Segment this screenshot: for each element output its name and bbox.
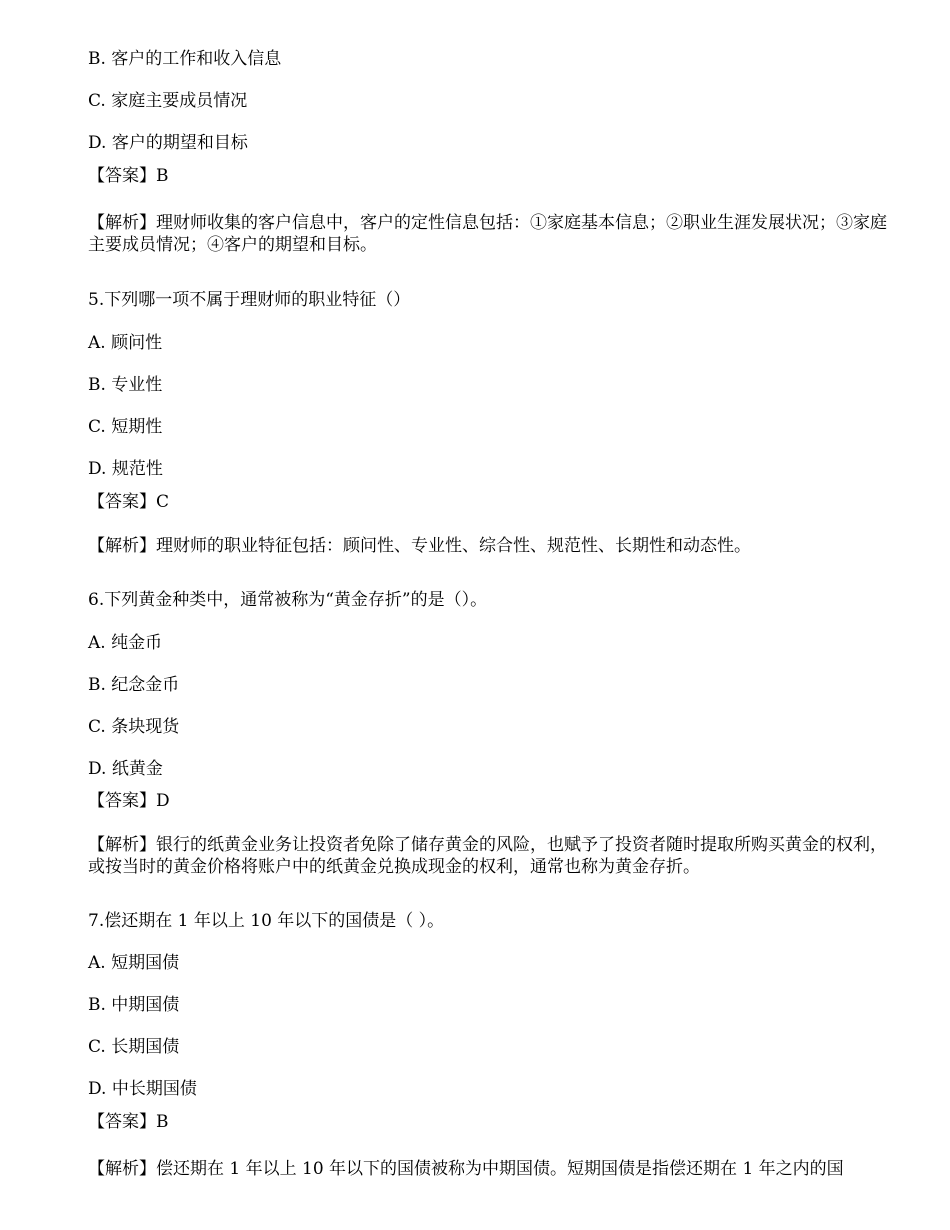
q7-option-d: D. 中长期国债 <box>88 1079 197 1099</box>
q7-option-b: B. 中期国债 <box>88 995 180 1015</box>
q6-analysis: 【解析】银行的纸黄金业务让投资者免除了储存黄金的风险，也赋予了投资者随时提取所购买黄金的权利，或按当时的黄金价格将账户中的纸黄金兑换成现金的权利，通常也称为黄金存折。 <box>88 835 887 877</box>
q5-option-b: B. 专业性 <box>88 375 163 395</box>
q6-answer: 【答案】D <box>88 791 170 811</box>
q7-option-a: A. 短期国债 <box>88 953 180 973</box>
q5-option-c: C. 短期性 <box>88 417 163 437</box>
q6-option-a: A. 纯金币 <box>88 633 163 653</box>
q5-question: 5.下列哪一项不属于理财师的职业特征（） <box>88 290 411 310</box>
q4-analysis: 【解析】理财师收集的客户信息中，客户的定性信息包括：①家庭基本信息；②职业生涯发展状况；③家庭主要成员情况；④客户的期望和目标。 <box>88 213 887 255</box>
q6-question: 6.下列黄金种类中，通常被称为“黄金存折”的是（）。 <box>88 590 488 610</box>
q6-option-b: B. 纪念金币 <box>88 675 180 695</box>
q7-question: 7.偿还期在 1 年以上 10 年以下的国债是（ ）。 <box>88 911 445 931</box>
q4-option-d: D. 客户的期望和目标 <box>88 133 248 153</box>
q7-option-c: C. 长期国债 <box>88 1037 180 1057</box>
q4-answer: 【答案】B <box>88 166 169 186</box>
q7-answer: 【答案】B <box>88 1112 169 1132</box>
q6-option-d: D. 纸黄金 <box>88 759 163 779</box>
q4-option-b: B. 客户的工作和收入信息 <box>88 49 282 69</box>
q6-option-c: C. 条块现货 <box>88 717 180 737</box>
q5-analysis: 【解析】理财师的职业特征包括：顾问性、专业性、综合性、规范性、长期性和动态性。 <box>88 536 751 556</box>
q5-option-a: A. 顾问性 <box>88 333 163 353</box>
q4-option-c: C. 家庭主要成员情况 <box>88 91 248 111</box>
q7-analysis: 【解析】偿还期在 1 年以上 10 年以下的国债被称为中期国债。短期国债是指偿还期在 1 年之内的国 <box>88 1159 844 1179</box>
q5-answer: 【答案】C <box>88 492 170 512</box>
q5-option-d: D. 规范性 <box>88 459 163 479</box>
